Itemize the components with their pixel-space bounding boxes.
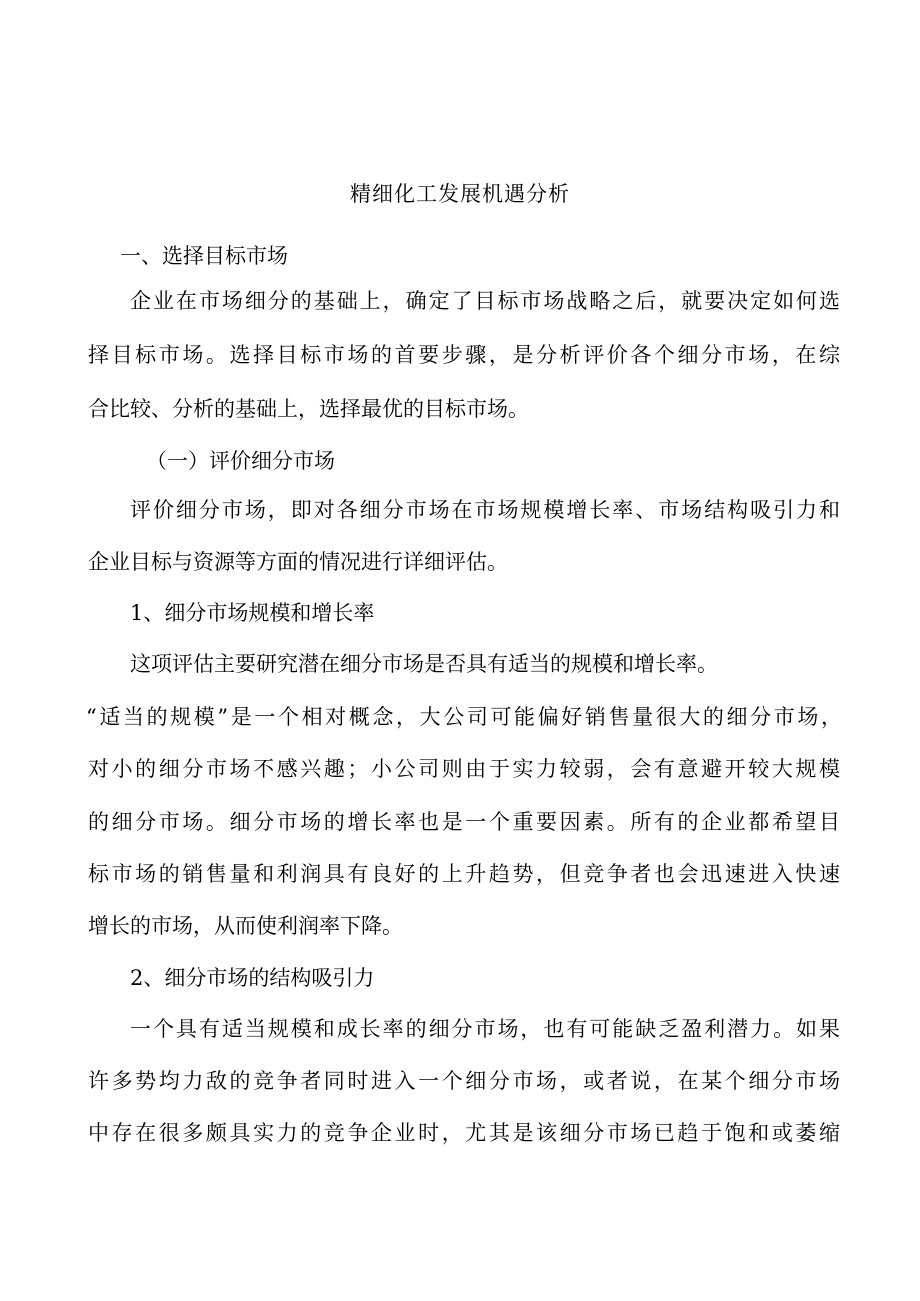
paragraph-line: 标市场的销售量和利润具有良好的上升趋势，但竞争者也会迅速进入快速 [88,862,840,886]
paragraph-line: “适当的规模”是一个相对概念，大公司可能偏好销售量很大的细分市场， [86,705,842,729]
paragraph-line: 择目标市场。选择目标市场的首要步骤，是分析评价各个细分市场，在综 [88,343,840,367]
document-title: 精细化工发展机遇分析 [350,182,570,206]
paragraph-line: 中存在很多颇具实力的竞争企业时，尤其是该细分市场已趋于饱和或萎缩 [88,1121,840,1145]
section-heading: 一、选择目标市场 [120,244,288,268]
subsection-heading: （一）评价细分市场 [146,449,335,473]
paragraph-line: 对小的细分市场不感兴趣；小公司则由于实力较弱，会有意避开较大规模 [88,757,840,781]
paragraph-line: 的细分市场。细分市场的增长率也是一个重要因素。所有的企业都希望目 [88,810,840,834]
paragraph-line: 企业目标与资源等方面的情况进行详细评估。 [88,550,508,574]
paragraph-line: 评价细分市场，即对各细分市场在市场规模增长率、市场结构吸引力和 [130,498,840,522]
paragraph-line: 企业在市场细分的基础上，确定了目标市场战略之后，就要决定如何选 [130,289,840,313]
paragraph-line: 一个具有适当规模和成长率的细分市场，也有可能缺乏盈利潜力。如果 [130,1017,840,1041]
paragraph-line: 增长的市场，从而使利润率下降。 [88,914,403,938]
numbered-heading: 1、细分市场规模和增长率 [130,601,375,625]
numbered-heading: 2、细分市场的结构吸引力 [130,966,375,990]
paragraph-line: 许多势均力敌的竞争者同时进入一个细分市场，或者说，在某个细分市场 [88,1069,840,1093]
paragraph-line: 这项评估主要研究潜在细分市场是否具有适当的规模和增长率。 [130,652,718,676]
paragraph-line: 合比较、分析的基础上，选择最优的目标市场。 [88,397,529,421]
